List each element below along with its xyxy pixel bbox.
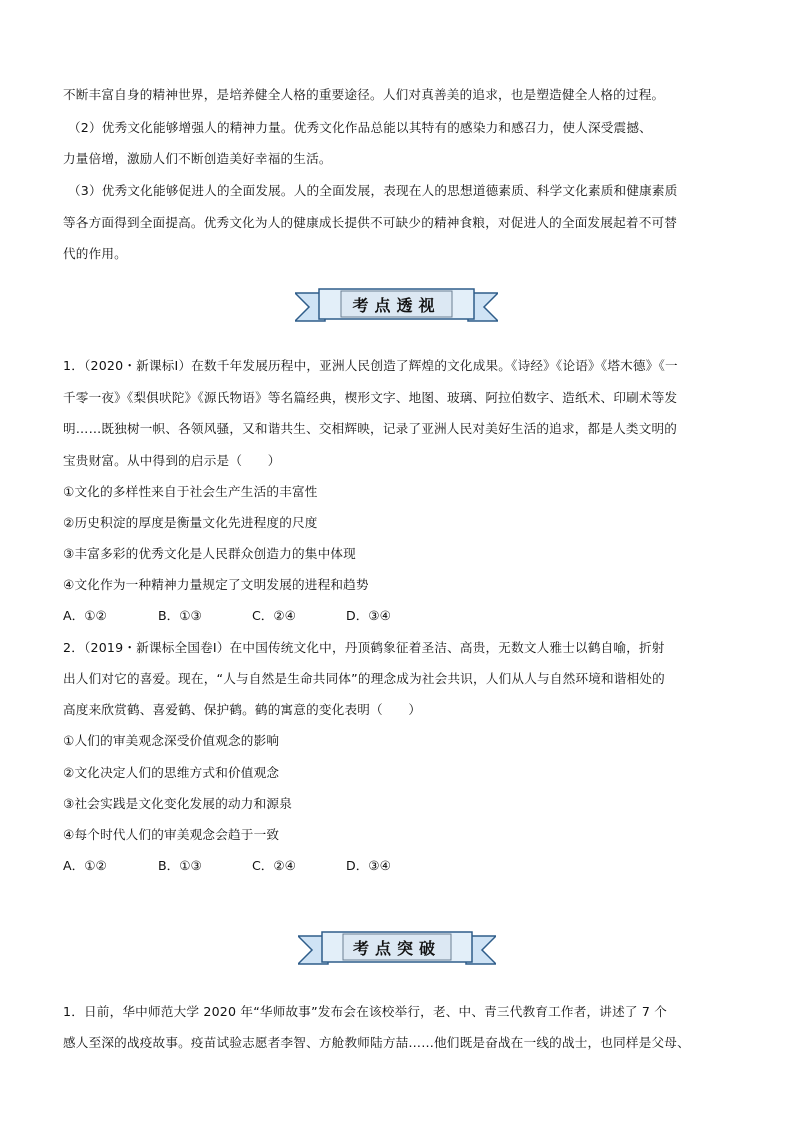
q1-line-1: 1．（2020・新课标Ⅰ）在数千年发展历程中，亚洲人民创造了辉煌的文化成果。《诗经》《论语》《塔木德》《一 [63,358,678,373]
intro-line-5: 等各方面得到全面提高。优秀文化为人的健康成长提供不可缺少的精神食粮，对促进人的全面发展起着不可替 [63,215,678,230]
s2-q1-line-2: 感人至深的战疫故事。疫苗试验志愿者李智、方舱教师陆方喆……他们既是奋战在一线的战士，也同样是父母、 [63,1035,690,1050]
q1-item-1: ①文化的多样性来自于社会生产生活的丰富性 [63,484,318,499]
q1-item-3: ③丰富多彩的优秀文化是人民群众创造力的集中体现 [63,546,356,561]
option-a[interactable]: A．①② [63,858,107,873]
section-title: 考点透视 [352,295,441,315]
q2-item-1: ①人们的审美观念深受价值观念的影响 [63,733,280,748]
option-c[interactable]: C．②④ [252,608,296,623]
intro-line-1: 不断丰富自身的精神世界，是培养健全人格的重要途径。人们对真善美的追求，也是塑造健全人格的过程。 [63,87,665,102]
option-d[interactable]: D．③④ [346,858,391,873]
q2-item-4: ④每个时代人们的审美观念会趋于一致 [63,827,280,842]
q2-line-1: 2．（2019・新课标全国卷Ⅰ）在中国传统文化中，丹顶鹤象征着圣洁、高贵，无数文人雅士以鹤自喻，折射 [63,640,665,655]
q1-options [63,605,391,624]
q2-line-3: 高度来欣赏鹤、喜爱鹤、保护鹤。鹤的寓意的变化表明（ ） [63,702,422,717]
q1-item-2: ②历史积淀的厚度是衡量文化先进程度的尺度 [63,515,318,530]
q1-line-3: 明……既独树一帜、各领风骚，又和谐共生、交相辉映，记录了亚洲人民对美好生活的追求，都是人类文明的 [63,421,678,436]
intro-line-3: 力量倍增，激励人们不断创造美好幸福的生活。 [63,151,332,166]
q1-line-4: 宝贵财富。从中得到的启示是（ ） [63,453,281,468]
intro-line-4: （3）优秀文化能够促进人的全面发展。人的全面发展，表现在人的思想道德素质、科学文化素质和健康素质 [68,183,678,198]
option-a[interactable]: A．①② [63,608,107,623]
section-banner-kaodian-toushi [295,287,498,325]
section-banner-kaodian-tupo [298,930,496,968]
q2-item-3: ③社会实践是文化变化发展的动力和源泉 [63,796,292,811]
q1-line-2: 千零一夜》《梨俱吠陀》《源氏物语》等名篇经典，楔形文字、地图、玻璃、阿拉伯数字、造纸术、印刷术等发 [63,390,678,405]
option-b[interactable]: B．①③ [158,858,202,873]
intro-line-6: 代的作用。 [63,246,127,261]
option-c[interactable]: C．②④ [252,858,296,873]
option-d[interactable]: D．③④ [346,608,391,623]
intro-line-2: （2）优秀文化能够增强人的精神力量。优秀文化作品总能以其特有的感染力和感召力，使人深受震撼、 [68,120,652,135]
option-b[interactable]: B．①③ [158,608,202,623]
q2-options [63,855,391,874]
s2-q1-line-1: 1．日前，华中师范大学 2020 年“华师故事”发布会在该校举行，老、中、青三代教育工作者，讲述了 7 个 [63,1004,668,1019]
q1-item-4: ④文化作为一种精神力量规定了文明发展的进程和趋势 [63,577,369,592]
section-title: 考点突破 [352,938,441,958]
q2-item-2: ②文化决定人们的思维方式和价值观念 [63,765,280,780]
q2-line-2: 出人们对它的喜爱。现在，“人与自然是生命共同体”的理念成为社会共识，人们从人与自然环境和谐相处的 [63,671,665,686]
